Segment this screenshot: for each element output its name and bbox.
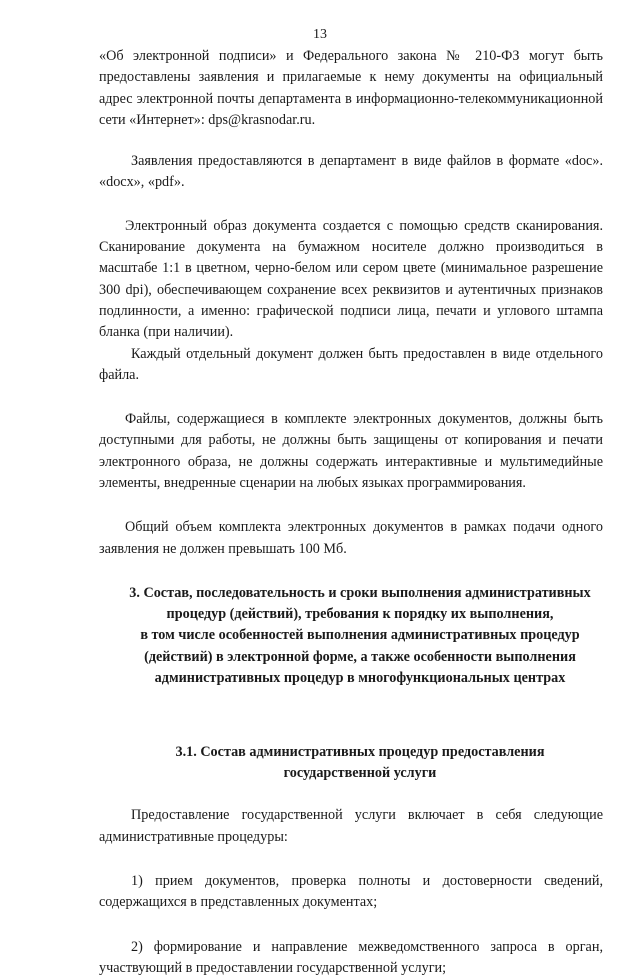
section-3-1-heading-line: государственной услуги [283, 765, 437, 782]
section-3-heading-line: процедур (действий), требования к порядку их выполнения, [166, 606, 554, 623]
list-item-procedure-1: 1) прием документов, проверка полноты и достоверности сведений, содержащихся в представленных документах; [99, 872, 603, 911]
section-3-1-heading-line: 3.1. Состав административных процедур предоставления [175, 743, 545, 760]
page-body [99, 46, 603, 979]
paragraph-electronic-submission: «Об электронной подписи» и Федерального закона № 210-ФЗ могут быть предоставлены заявления и прилагаемые к нему документы на официальный адрес электронной почты департамента в информационно-телекоммуникационной сети «Интернет»: dps@krasnodar.ru. [99, 48, 603, 128]
paragraph-file-formats: Заявления предоставляются в департамент в виде файлов в формате «doc». «docx», «pdf». [99, 153, 603, 191]
section-3-heading-line: в том числе особенностей выполнения административных процедур [140, 627, 580, 644]
paragraph-procedures-intro: Предоставление государственной услуги включает в себя следующие административные процедуры: [99, 807, 603, 845]
paragraph-electronic-image: Электронный образ документа создается с помощью средств сканирования. Сканирование документа на бумажном носителе должно производиться в масштабе 1:1 в цветном, черно-белом или сером цвете (минимальное разрешение 300 dpi), обеспечивающем сохранение всех реквизитов и аутентичных признаков подлинности, а именно: графической подписи лица, печати и углового штампа бланка (при наличии). [99, 217, 603, 341]
paragraph-file-requirements: Файлы, содержащиеся в комплекте электронных документов, должны быть доступными для работы, не должны быть защищены от копирования и печати электронного образа, не должны содержать интерактивные и мультимедийные элементы, внедренные сценарии на любых языках программирования. [99, 411, 603, 492]
page-number: 13 [313, 27, 327, 42]
section-3-1-heading [111, 742, 609, 784]
paragraph-size-limit: Общий объем комплекта электронных документов в рамках подачи одного заявления не должен превышать 100 Мб. [99, 519, 603, 557]
section-3-heading [111, 583, 609, 689]
section-3-heading-line: 3. Состав, последовательность и сроки выполнения административных [129, 584, 591, 601]
section-3-heading-line: административных процедур в многофункциональных центрах [154, 669, 566, 686]
list-item-procedure-2: 2) формирование и направление межведомственного запроса в орган, участвующий в предоставлении государственной услуги; [99, 938, 603, 976]
section-3-heading-line: (действий) в электронной форме, а также особенности выполнения [144, 648, 576, 665]
paragraph-separate-file: Каждый отдельный документ должен быть предоставлен в виде отдельного файла. [99, 345, 603, 383]
